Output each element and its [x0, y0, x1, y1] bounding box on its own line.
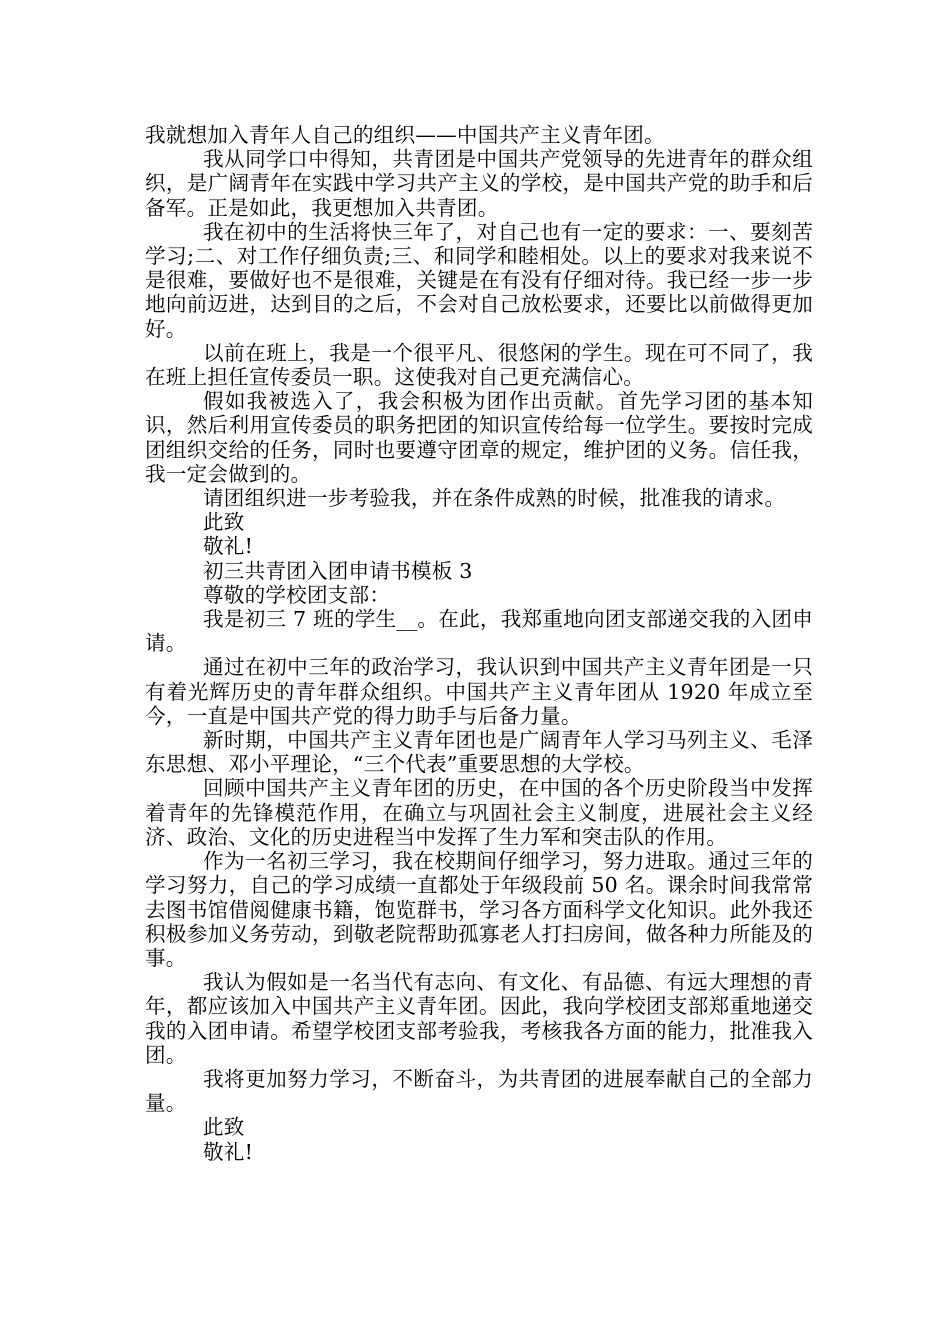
paragraph: 我是初三 7 班的学生__。在此，我郑重地向团支部递交我的入团申请。	[145, 607, 813, 656]
closing-regards: 敬礼!	[203, 534, 254, 559]
paragraph: 我从同学口中得知，共青团是中国共产党领导的先进青年的群众组织，是广阔青年在实践中学习共产主义的学校，是中国共产党的助手和后备军。正是如此，我更想加入共青团。	[145, 147, 813, 220]
closing-salutation: 此致	[203, 510, 245, 535]
paragraph: 我就想加入青年人自己的组织——中国共产主义青年团。	[145, 123, 665, 147]
paragraph: 我将更加努力学习，不断奋斗，为共青团的进展奉献自己的全部力量。	[145, 1066, 813, 1116]
paragraph: 以前在班上，我是一个很平凡、很悠闲的学生。现在可不同了，我在班上担任宣传委员一职。这使我对自己更充满信心。	[145, 340, 813, 390]
paragraph: 通过在初中三年的政治学习，我认识到中国共产主义青年团是一只有着光辉历史的青年群众组织。中国共产主义青年团从 1920 年成立至今，一直是中国共产党的得力助手与后备力量。	[145, 655, 813, 728]
closing-regards: 敬礼!	[203, 1139, 254, 1164]
section-title: 初三共青团入团申请书模板 3	[203, 558, 473, 583]
paragraph: 新时期，中国共产主义青年团也是广阔青年人学习马列主义、毛泽东思想、邓小平理论，“三个代表”重要思想的大学校。	[145, 728, 813, 777]
paragraph: 请团组织进一步考验我，并在条件成熟的时候，批准我的请求。	[203, 486, 786, 511]
closing-salutation: 此致	[203, 1115, 245, 1140]
paragraph: 作为一名初三学习，我在校期间仔细学习，努力进取。通过三年的学习努力，自己的学习成绩一直都处于年级段前 50 名。课余时间我常常去图书馆借阅健康书籍，饱览群书，学习各方面科学文化知识。此外我还积极参加义务劳动，到敬老院帮助孤寡老人打扫房间，做各种力所能及的事。	[145, 849, 813, 970]
document-body	[145, 123, 813, 1164]
letter-addressee: 尊敬的学校团支部：	[203, 582, 391, 607]
paragraph: 我在初中的生活将快三年了，对自己也有一定的要求：一、要刻苦学习;二、对工作仔细负责;三、和同学和睦相处。以上的要求对我来说不是很难，要做好也不是很难，关键是在有没有仔细对待。我已经一步一步地向前迈进，达到目的之后，不会对自己放松要求，还要比以前做得更加好。	[145, 219, 813, 341]
paragraph: 假如我被选入了，我会积极为团作出贡献。首先学习团的基本知识，然后利用宣传委员的职务把团的知识宣传给每一位学生。要按时完成团组织交给的任务，同时也要遵守团章的规定，维护团的义务。信任我，我一定会做到的。	[145, 389, 813, 486]
paragraph: 我认为假如是一名当代有志向、有文化、有品德、有远大理想的青年，都应该加入中国共产主义青年团。因此，我向学校团支部郑重地递交我的入团申请。希望学校团支部考验我，考核我各方面的能力，批准我入团。	[145, 970, 813, 1067]
paragraph: 回顾中国共产主义青年团的历史，在中国的各个历史阶段当中发挥着青年的先锋模范作用，在确立与巩固社会主义制度，进展社会主义经济、政治、文化的历史进程当中发挥了生力军和突击队的作用。	[145, 776, 813, 849]
